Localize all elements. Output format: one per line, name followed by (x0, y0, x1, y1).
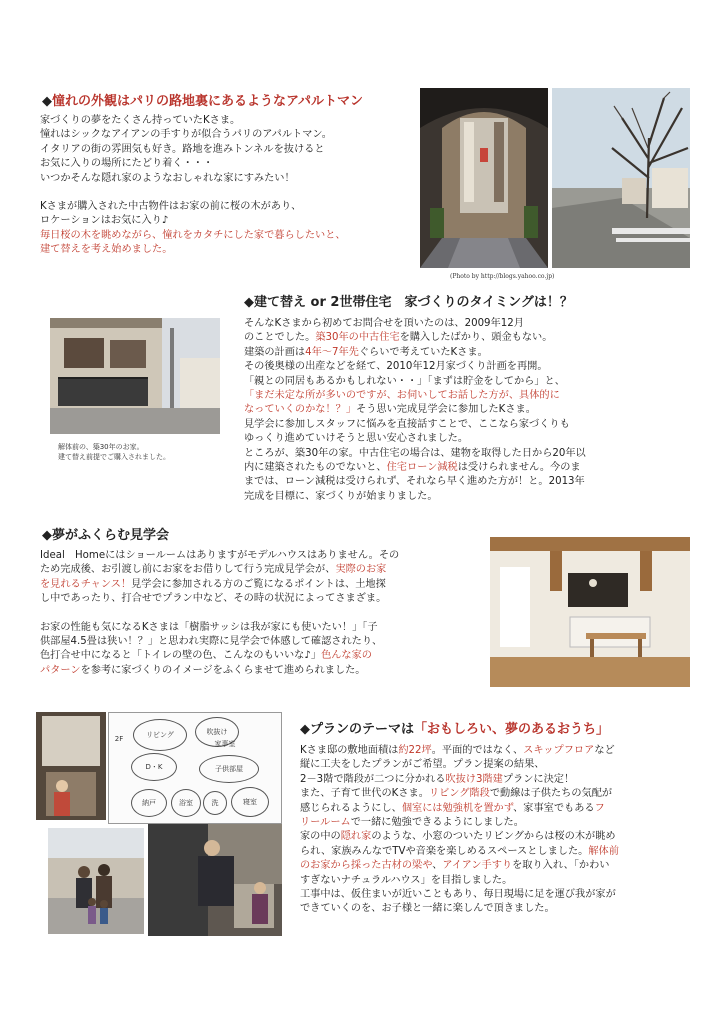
text-line: ロケーションはお気に入り♪ (40, 215, 169, 227)
text-segment: プランに決定！ (502, 773, 575, 785)
text-segment: 工事中は、仮住まいが近いこともあり、毎日現場に足を運び我が家が (300, 889, 616, 901)
text-segment: 「親との同居もあるかもしれない・・」「まずは貯金をしてから」と、 (244, 375, 565, 387)
text-segment: 。平面的ではなく、 (431, 745, 524, 756)
text-line (40, 664, 399, 678)
section2-heading: ◆建て替え or 2世帯住宅 家づくりのタイミングは！？ (244, 295, 573, 310)
text-line (300, 744, 619, 758)
text-segment: そんなKさまから初めてお問合せを頂いたのは、2009年12月 (244, 318, 524, 329)
section1-body (40, 114, 346, 258)
highlight-text: 実際のお家 (335, 564, 387, 576)
text-line (300, 816, 619, 830)
text-segment: 家の中の (300, 831, 341, 843)
sketch-bubble: 浴室 (171, 789, 201, 817)
highlight-text: フ (594, 802, 605, 814)
worksite-photo (148, 824, 282, 936)
text-segment: できていくのを、お子様と一緒に楽しんで頂きました。 (300, 903, 555, 915)
text-segment: 建築の計画は (244, 346, 306, 358)
sketch-bubble: 子供部屋 (199, 755, 259, 783)
text-line (244, 432, 586, 446)
text-line (40, 578, 399, 592)
text-line: 憧れはシックなアイアンの手すりが似合うパリのアパルトマン。 (40, 129, 332, 141)
text-segment: で一緒に勉強できるようにしました。 (350, 817, 524, 829)
text-segment: 供部屋4.5畳は狭い！？」と思われ実際に見学会で体感して確認されたり、 (40, 636, 383, 648)
text-line (244, 346, 586, 360)
highlight-text: 隠れ家 (340, 831, 372, 843)
caption-line: 解体前の、築30年のお家。 (58, 443, 144, 451)
text-segment: を参考に家づくりのイメージをふくらませて進められました。 (80, 664, 366, 676)
text-segment: 見学会に参加される方のご覧になるポイントは、土地探 (131, 578, 386, 590)
highlight-text: アイアン手すり (442, 860, 513, 872)
highlight-text: 4年〜7年先 (305, 346, 359, 358)
section2-body (244, 317, 586, 504)
text-line (244, 475, 586, 489)
construction-photo (36, 712, 106, 820)
highlight-text: を見れるチャンス！ (40, 578, 132, 590)
text-line: 家づくりの夢をたくさん持っていたKさま。 (40, 115, 241, 126)
text-segment: 色打合せ中になると「トイレの壁の色、こんなのもいいな♪」 (40, 650, 322, 662)
text-line: イタリアの街の雰囲気も好き。路地を進みトンネルを抜けると (40, 143, 325, 155)
text-segment: 2－3階で階段が二つに分かれる (300, 773, 446, 785)
text-segment: ところが、築30年の家。中古住宅の場合は、建物を取得した日から20年以 (244, 447, 586, 459)
text-line: 建て替えを考え始めました。 (40, 244, 173, 256)
text-line: お気に入りの場所にたどり着く・・・ (40, 158, 214, 170)
text-line (40, 549, 399, 563)
text-line (244, 360, 586, 374)
cherry-tree-street-photo (552, 88, 690, 268)
text-line (300, 859, 619, 873)
text-line: 毎日桜の木を眺めながら、憧れをカタチにした家で暮らしたいと、 (40, 229, 346, 241)
highlight-text: パターン (40, 664, 81, 676)
text-segment: その後奥様の出産などを経て、2010年12月家づくり計画を再開。 (244, 361, 548, 373)
section4-heading: ◆プランのテーマは「おもしろい、夢のあるおうち」 (300, 722, 610, 737)
text-segment: られ、家族みんなでTVや音楽を楽しめるスペースとしました。 (300, 845, 589, 857)
section3-body (40, 549, 399, 678)
text-line (300, 830, 619, 844)
highlight-text: 色んな家の (321, 650, 372, 662)
text-segment: ため完成後、お引渡し前にお家をお借りして行う完成見学会が、 (40, 564, 336, 576)
highlight-text: 個室には勉強机を置かず (401, 802, 514, 814)
text-line (300, 787, 619, 801)
highlight-text: 住宅ローン減税 (386, 462, 458, 474)
text-segment: 、 (432, 860, 443, 872)
text-segment: ゆっくり進めていけそうと思い安心されました。 (244, 433, 469, 445)
highlight-text: 約22坪 (398, 745, 432, 756)
text-segment: 完成を目標に、家づくりが始まりました。 (244, 490, 438, 502)
sketch-bubble: 納戸 (131, 789, 167, 817)
sketch-bubble: リビング (133, 719, 187, 751)
sketch-bubble: D・K (131, 753, 177, 781)
text-segment: Ideal Homeにはショールームはありますがモデルハウスはありません。その (40, 550, 400, 561)
text-line (40, 607, 399, 621)
paris-alley-photo (420, 88, 548, 268)
highlight-text: 「まだ未定な所が多いのですが、お伺いしてお話した方が、具体的に (244, 390, 560, 402)
text-segment: そう思い完成見学会に参加したKさま。 (356, 404, 536, 416)
highlight-text: のお家から採った古材の梁や (300, 860, 433, 872)
text-line (40, 563, 399, 577)
sketch-bubble: 洗 (203, 791, 227, 815)
text-line (300, 902, 619, 916)
text-line (300, 758, 619, 772)
highlight-text: リビング階段 (428, 788, 490, 800)
text-line (244, 447, 586, 461)
text-line (244, 418, 586, 432)
old-house-photo (50, 318, 220, 434)
text-line (244, 461, 586, 475)
text-line (300, 888, 619, 902)
text-segment: Kさま邸の敷地面積は (300, 745, 399, 756)
text-line (244, 403, 586, 417)
text-line (244, 317, 586, 331)
text-line: Kさまが購入された中古物件はお家の前に桜の木があり、 (40, 201, 302, 213)
text-line (300, 874, 619, 888)
highlight-text: 吹抜け3階建 (445, 773, 503, 785)
text-line (40, 635, 399, 649)
text-segment: を購入したばかり、頭金もない。 (399, 332, 553, 344)
old-house-caption (58, 442, 170, 462)
sketch-label: 家事室 (214, 740, 236, 748)
text-segment: し中であったり、打合せでプラン中など、その時の状況によってさまざま。 (40, 593, 387, 605)
text-line: いつかそんな隠れ家のようなおしゃれな家にすみたい！ (40, 172, 295, 184)
text-segment: のことでした。 (244, 332, 316, 344)
text-segment: すぎないナチュラルハウス」を目指しました。 (300, 874, 513, 886)
text-line (300, 802, 619, 816)
text-segment: 感じられるようにし、 (300, 802, 402, 814)
highlight-text: スキップフロア (523, 745, 595, 756)
text-line (300, 773, 619, 787)
text-line (244, 389, 586, 403)
text-segment: のような、小窓のついたリビングからは桜の木が眺め (371, 831, 616, 843)
family-photo (48, 828, 144, 934)
section4-body (300, 744, 619, 917)
text-line (244, 375, 586, 389)
sketch-label: 2F (114, 735, 124, 743)
section3-heading: ◆夢がふくらむ見学会 (42, 528, 170, 543)
text-line (40, 592, 399, 606)
text-segment: 、家事室でもある (513, 802, 595, 814)
text-line (40, 649, 399, 663)
text-line (300, 845, 619, 859)
interior-photo (490, 537, 690, 687)
text-segment: 内に建築されたものでないと、 (244, 462, 387, 474)
text-segment: 縦に工夫をしたプランがご希望。プラン提案の結果、 (300, 759, 545, 771)
text-segment: は受けられません。今のま (457, 462, 581, 474)
text-segment: までは、ローン減税は受けられず、それなら早く進めた方が！と。2013年 (244, 476, 585, 488)
text-segment: また、子育て世代のKさま。 (300, 788, 429, 800)
caption-line: 建て替え前提でご購入されました。 (58, 453, 170, 461)
text-line (244, 490, 586, 504)
text-segment: で動線は子供たちの気配が (489, 788, 613, 800)
text-segment: お家の性能も気になるKさまは「樹脂サッシは我が家にも使いたい！」「子 (40, 621, 378, 633)
photo-credit: (Photo by http://blogs.yahoo.co.jp) (450, 273, 555, 280)
text-line (40, 621, 399, 635)
highlight-text: 築30年の中古住宅 (315, 332, 400, 344)
floor-plan-sketch (108, 712, 282, 824)
text-segment: など (594, 745, 615, 756)
sketch-bubble: 吹抜け (195, 717, 239, 747)
section1-heading: ◆憧れの外観はパリの路地裏にあるようなアパルトマン (42, 94, 363, 109)
highlight-text: なっていくのかな！？」 (244, 404, 357, 416)
text-line (244, 331, 586, 345)
text-line (40, 186, 346, 200)
sketch-bubble: 寝室 (231, 787, 269, 817)
text-segment: を取り入れ、「かわい (512, 860, 610, 872)
highlight-text: リールーム (300, 817, 351, 829)
text-segment: ぐらいで考えていたKさま。 (358, 346, 488, 358)
text-segment: 見学会に参加しスタッフに悩みを直接話すことで、ここなら家づくりも (244, 418, 570, 430)
highlight-text: 解体前 (588, 845, 619, 857)
